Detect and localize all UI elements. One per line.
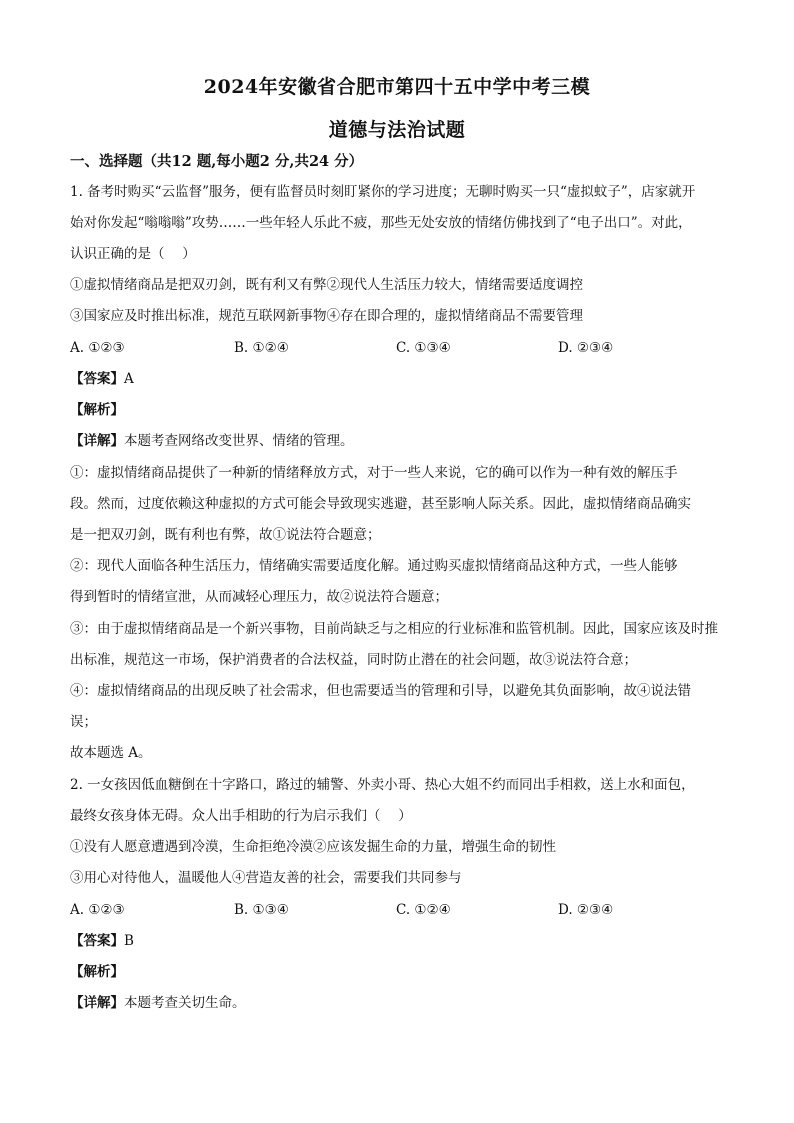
q1-detail-line: 段。然而，过度依赖这种虚拟的方式可能会导致现实逃避，甚至影响人际关系。因此，虚拟情绪商品确实: [70, 496, 691, 512]
q2-statement-line: ①没有人愿意遭遇到冷漠，生命拒绝冷漠②应该发掘生命的力量，增强生命的韧性: [70, 839, 556, 855]
q1-stem-line: 始对你发起“嗡嗡嗡”攻势……一些年轻人乐此不疲，那些无处安放的情绪仿佛找到了“电子出口”。对此，: [70, 215, 692, 231]
q1-option-b: B. ①②④: [234, 340, 289, 356]
q2-analysis: [70, 962, 730, 982]
q1-option-a: A. ①②③: [70, 340, 125, 356]
q1-conclusion: 故本题选 A。: [70, 745, 152, 761]
q2-detail: [70, 993, 730, 1013]
q1-statement-line: ③国家应及时推出标准，规范互联网新事物④存在即合理的，虚拟情绪商品不需要管理: [70, 308, 583, 324]
q2-answer: [70, 931, 730, 951]
q1-detail-line: ③：由于虚拟情绪商品是一个新兴事物，目前尚缺乏与之相应的行业标准和监管机制。因此，国家应该及时推: [70, 621, 718, 637]
q1-stem-line: 1. 备考时购买“云监督”服务，便有监督员时刻盯紧你的学习进度；无聊时购买一只“虚拟蚊子”，店家就开: [70, 184, 696, 200]
q1-stem-line: 认识正确的是（ ）: [70, 246, 196, 262]
analysis-tag: 【解析】: [70, 402, 124, 418]
exam-subtitle: 道德与法治试题: [328, 119, 466, 141]
q2-option-d: D. ②③④: [558, 902, 614, 918]
q1-detail-line: ②：现代人面临各种生活压力，情绪确实需要适度化解。通过购买虚拟情绪商品这种方式，一些人能够: [70, 558, 678, 574]
answer-tag: 【答案】: [70, 933, 124, 949]
q1-options: [70, 338, 730, 358]
q1-detail-line: 是一把双刃剑，既有利也有弊，故①说法符合题意；: [70, 527, 381, 543]
q1-answer: [70, 369, 730, 389]
q2-answer-value: B: [124, 933, 134, 949]
detail-tag: 【详解】: [70, 433, 124, 449]
q1-detail-line: 出标准，规范这一市场，保护消费者的合法权益，同时防止潜在的社会问题，故③说法符合意；: [70, 652, 637, 668]
q1-detail-line: 误；: [70, 714, 97, 730]
q1-option-c: C. ①③④: [396, 340, 451, 356]
q1-detail: [70, 431, 730, 451]
q2-detail-intro: 本题考查关切生命。: [124, 995, 246, 1011]
q1-detail-line: ①：虚拟情绪商品提供了一种新的情绪释放方式，对于一些人来说，它的确可以作为一种有效的解压手: [70, 465, 678, 481]
q1-option-d: D. ②③④: [558, 340, 614, 356]
section-heading: 一、选择题（共12 题,每小题2 分,共24 分）: [70, 153, 364, 170]
q1-detail-line: ④：虚拟情绪商品的出现反映了社会需求，但也需要适当的管理和引导，以避免其负面影响，故④说法错: [70, 683, 691, 699]
q2-option-b: B. ①③④: [234, 902, 289, 918]
q1-detail-line: 得到暂时的情绪宣泄，从而减轻心理压力，故②说法符合题意；: [70, 589, 448, 605]
exam-title: 2024年安徽省合肥市第四十五中学中考三模: [203, 76, 591, 98]
q1-answer-value: A: [124, 371, 134, 387]
q1-detail-intro: 本题考查网络改变世界、情绪的管理。: [124, 433, 354, 449]
q1-analysis: [70, 400, 730, 420]
analysis-tag: 【解析】: [70, 964, 124, 980]
q2-statement-line: ③用心对待他人，温暖他人④营造友善的社会，需要我们共同参与: [70, 870, 462, 886]
q2-stem-line: 2. 一女孩因低血糖倒在十字路口，路过的辅警、外卖小哥、热心大姐不约而同出手相救，送上水和面包，: [70, 777, 695, 793]
q1-statement-line: ①虚拟情绪商品是把双刃剑，既有利又有弊②现代人生活压力较大，情绪需要适度调控: [70, 277, 583, 293]
answer-tag: 【答案】: [70, 371, 124, 387]
q2-stem-line: 最终女孩身体无碍。众人出手相助的行为启示我们（ ）: [70, 808, 412, 824]
q2-option-a: A. ①②③: [70, 902, 125, 918]
q2-option-c: C. ①②④: [396, 902, 451, 918]
q2-options: [70, 900, 730, 920]
detail-tag: 【详解】: [70, 995, 124, 1011]
